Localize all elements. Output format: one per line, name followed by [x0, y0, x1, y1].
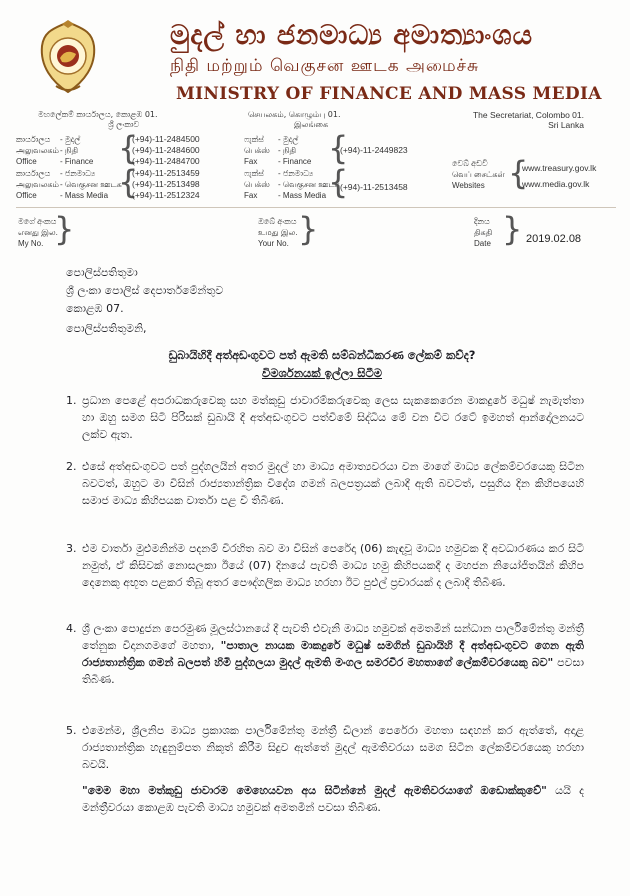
office-labels-2: කාර්යාලය அலுவலகம் Office: [16, 169, 59, 200]
websites: [522, 160, 596, 192]
sri-lanka-emblem-icon: [36, 20, 100, 96]
paragraph-number: 3.: [66, 542, 77, 555]
address-tamil: செயலகம், கொழும்பு 01. இலங்கை: [248, 110, 341, 129]
salutation: පොලිස්පතිතුමනි,: [66, 322, 147, 335]
brace-icon: {: [328, 163, 349, 201]
office-units-1: - මුදල් - நிதி - Finance: [60, 135, 94, 166]
paragraph-3: එම වාර්තා මුළුමනින්ම පදනම් විරහිත බව මා විසින් පෙරේදා (06) කැඳවූ මාධ්‍ය හමුවක දී අවධාරණය කර සිටි නමුත්, ඒ කිසිවක් නොසලකා ඊයේ (07) දිනයේ පැවති මාධ්‍ය හමු කිහිපයකදී ද මහජන නියෝජිතයින් කිහිප දෙනෙකු අභූත පළකර තිබූ අතර පෞද්ගලික මාධ්‍ය හරහා ඊට පුළුල් ප්‍රචාරයක් ද ලබාදී තිබිණ.: [82, 542, 584, 589]
header-divider: [16, 207, 616, 208]
office-units-2: - ජනමාධ්‍ය - வெகுசன ஊடக - Mass Media: [60, 169, 122, 200]
fax-number-1: (+94)-11-2449823: [340, 145, 408, 155]
ministry-name-tamil: நிதி மற்றும் வெகுசன ஊடக அமைச்சு: [170, 56, 480, 76]
paragraph-1: ප්‍රධාන පෙළේ අපරාධකරුවෙකු සහ මත්කුඩු ජාවාරම්කරුවෙකු ලෙස සැකකෙරෙන මාකදුරේ මධුෂ් නැමැත්තා හා ඔහු සමග සිටි පිරිසක් ඩුබායි දී අත්අඩංගුවට පත්වීමේ සිද්ධිය මේ වන විට රටේ ඉමහත් ආන්දෝලනයට ලක්ව ඇත.: [82, 394, 584, 441]
brace-icon: {: [508, 154, 529, 192]
paragraph-5: එමෙන්ම, ශ්‍රීලනිප මාධ්‍ය ප්‍රකාශක පාර්ලිමේන්තු මන්ත්‍රී ඩිලාන් පෙරේරා මහතා සඳහන් කර ඇත්තේ, අදාළ රාජ්‍යතාන්ත්‍රික හැඳුනුම්පත නිකුත් කිරීම සිදුව ඇත්තේ මුදල් ඇමතිවරයා සමග සිටින ලේකම්වරයෙකු හරහා බවයි.: [82, 724, 584, 771]
brace-icon: {: [118, 129, 139, 167]
paragraph-number: 1.: [66, 394, 77, 407]
website-labels: වෙබ් අඩවි வெப் சைட்கள் Websites: [452, 159, 505, 190]
fax-labels-2: ෆැක්ස් பெக்ஸ் Fax: [244, 169, 270, 200]
office-labels-1: කාර්යාලය அலுவலகம் Office: [16, 135, 59, 166]
letter-date: 2019.02.08: [526, 233, 582, 245]
brace-icon: }: [298, 210, 319, 248]
website-link[interactable]: www.media.gov.lk: [522, 179, 590, 189]
subject-heading: ඩුබායිහිදී අත්අඩංගුවට පත් ඇමති සම්බන්ධීකරණ ලේකම් කව්ද? විමර්ශනයක් ඉල්ලා සිටීම: [168, 348, 476, 380]
brace-icon: {: [118, 163, 139, 201]
brace-icon: }: [502, 210, 523, 248]
fax-labels-1: ෆැක්ස් பெக்ஸ் Fax: [244, 135, 270, 166]
date-label: දිනය திகதி Date: [474, 217, 493, 248]
ministry-name-english: MINISTRY OF FINANCE AND MASS MEDIA: [176, 84, 602, 104]
office-phones-2: (+94)-11-2513459 (+94)-11-2513498 (+94)-11-2512324: [132, 168, 200, 200]
address-sinhala: මහලේකම් කාර්යාලය, කොළඹ 01. ශ්‍රී ලංකාව: [38, 110, 158, 129]
paragraph-2: එසේ අත්අඩංගුවට පත් පුද්ගලයින් අතර මුදල් හා මාධ්‍ය අමාත්‍යවරයා වන මාගේ මාධ්‍ය ලේකම්වරයෙකු සිටින බවටත්, ඔහුට මා විසින් රාජ්‍යතාන්ත්‍රික විදේශ ගමන් බලපත්‍රයක් ලබාදී ඇති බවටත්, පසුගිය දින කිහිපයෙහි සමාජ මාධ්‍ය කිහිපයක වාර්තා පළ වී තිබිණ.: [82, 460, 584, 507]
recipient-address: පොලිස්පතිතුමා ශ්‍රී ලංකා පොලිස් දෙපාර්තමේන්තුව කොළඹ 07.: [66, 266, 224, 315]
closing-quote: "මෙම මහා මත්කුඩු ජාවාරම මෙහෙයවන අය සිටින්නේ මුදල් ඇමතිවරයාගේ ඔඩොක්කුවේ" යයි ද මන්ත්‍රීවරයා කොළඹ පැවති මාධ්‍ය හමුවක් අමතමින් පවසා තිබිණ.: [82, 784, 584, 814]
my-no-label: මගේ අංකය எனது இல. My No.: [18, 217, 58, 248]
paragraph-number: 2.: [66, 460, 77, 473]
ministry-name-sinhala: මුදල් හා ජනමාධ්‍ය අමාත්‍යාංශය: [170, 20, 533, 51]
fax-units-2: - ජනමාධ්‍ය - வெகுசன ஊடக - Mass Media: [278, 169, 340, 200]
fax-number-2: (+94)-11-2513458: [340, 182, 408, 192]
fax-units-1: - මුදල් - நிதி - Finance: [278, 135, 312, 166]
office-phones-1: (+94)-11-2484500 (+94)-11-2484600 (+94)-11-2484700: [132, 134, 200, 166]
paragraph-number: 4.: [66, 622, 77, 635]
website-link[interactable]: www.treasury.gov.lk: [522, 163, 597, 173]
your-no-label: ඔබේ අංකය உமது இல. Your No.: [258, 217, 298, 248]
paragraph-number: 5.: [66, 724, 77, 737]
brace-icon: }: [54, 210, 75, 248]
paragraph-4: ශ්‍රී ලංකා පොදුජන පෙරමුණ මූලස්ථානයේ දී පැවති එවැනි මාධ්‍ය හමුවක් අමතමින් සන්ධාන පාර්ලිමේන්තු මන්ත්‍රී තේනුක විදානගමගේ මහතා, "පාතාල නායක මාකදුරේ මධුෂ් සමගින් ඩුබායිහි දී අත්අඩංගුවට ගෙන ඇති රාජ්‍යතාන්ත්‍රික ගමන් බලපත් හිමි පුද්ගලයා මුදල් ඇමති මංගල සමරවීර මහතාගේ ලේකම්වරයෙකු බව" පවසා තිබිණ.: [82, 622, 584, 686]
address-english: The Secretariat, Colombo 01. Sri Lanka: [472, 110, 584, 130]
brace-icon: {: [328, 129, 349, 167]
